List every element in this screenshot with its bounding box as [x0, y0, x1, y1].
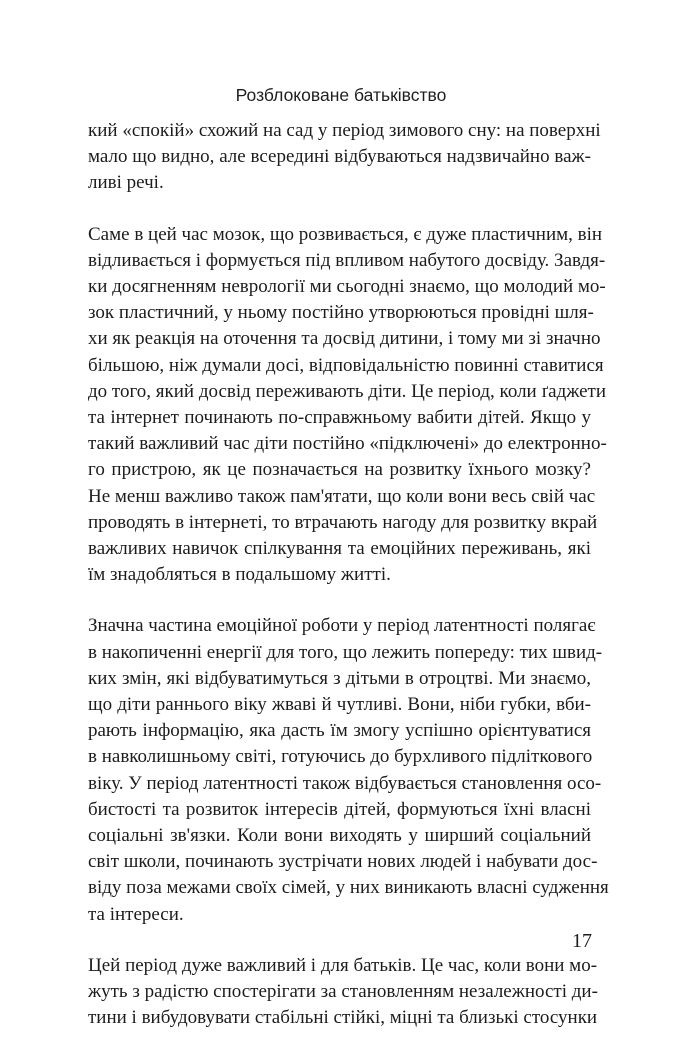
text-line: Цей період дуже важливий і для батьків. Це час, коли вони мо- [88, 954, 598, 976]
text-line: Значна частина емоційної роботи у період латентності полягає [88, 615, 596, 637]
text-line: жуть з радістю спостерігати за становленням незалежності ди- [88, 981, 598, 1003]
text-line: ких змін, які відбуватимуться з дітьми в отроцтві. Ми знаємо, [88, 667, 591, 689]
paragraph [88, 118, 601, 197]
paragraph [88, 953, 598, 1032]
text-line: такий важливий час діти постійно «підключені» до електронно- [88, 433, 607, 455]
text-line: та інтереси. [88, 903, 184, 925]
text-line: відливається і формується під впливом набутого досвіду. Завдя- [88, 249, 606, 271]
text-line: що діти раннього віку жваві й чутливі. Вони, ніби губки, вби- [88, 694, 591, 716]
text-line: Не менш важливо також пам'ятати, що коли вони весь свій час [88, 485, 596, 507]
text-line: світ школи, починають зустрічати нових людей і набувати дос- [88, 851, 598, 873]
text-line: го пристрою, як це позначається на розвитку їхнього мозку? [88, 459, 591, 481]
running-header: Розблоковане батьківство [235, 85, 447, 105]
text-line: зок пластичний, у ньому постійно утворюються провідні шля- [88, 302, 594, 324]
text-line: мало що видно, але всередині відбуваються надзвичайно важ- [88, 146, 591, 168]
text-line: кий «спокій» схожий на сад у період зимового сну: на поверхні [88, 120, 601, 141]
text-line: Саме в цей час мозок, що розвивається, є дуже пластичним, він [88, 223, 603, 245]
text-line: хи як реакція на оточення та досвід дитини, і тому ми зі значно [88, 328, 601, 350]
text-line: важливих навичок спілкування та емоційних переживань, які [88, 538, 591, 560]
paragraph [88, 613, 609, 927]
text-line: в навколишньому світі, готуючись до бурхливого підліткового [88, 746, 593, 768]
text-line: віку. У період латентності також відбувається становлення осо- [88, 772, 602, 794]
text-line: тини і вибудовувати стабільні стійкі, міцні та близькі стосунки [88, 1007, 598, 1029]
text-line: ливі речі. [88, 172, 164, 194]
text-line: проводять в інтернеті, то втрачають нагоду для розвитку вкрай [88, 511, 598, 533]
text-line: та інтернет починають по-справжньому вабити дітей. Якщо у [88, 407, 591, 429]
text-line: ки досягненням неврології ми сьогодні знаємо, що молодий мо- [88, 276, 606, 298]
text-line: в накопиченні енергії для того, що лежить попереду: тих швид- [88, 641, 603, 663]
text-line: до того, який досвід переживають діти. Це період, коли ґаджети [88, 380, 607, 402]
text-line: соціальні зв'язки. Коли вони виходять у ширший соціальний [88, 825, 591, 847]
text-line: їм знадобляться в подальшому житті. [88, 564, 391, 586]
page-number: 17 [572, 930, 592, 952]
paragraph [88, 222, 607, 589]
text-line: рають інформацію, яка дасть їм змогу успішно орієнтуватися [88, 720, 591, 742]
body-text [88, 118, 609, 1057]
text-line: бистості та розвиток інтересів дітей, формуються їхні власні [88, 798, 591, 820]
text-line: більшою, ніж думали досі, відповідальністю повинні ставитися [88, 354, 604, 376]
text-line: віду поза межами своїх сімей, у них виникають власні судження [88, 877, 609, 899]
